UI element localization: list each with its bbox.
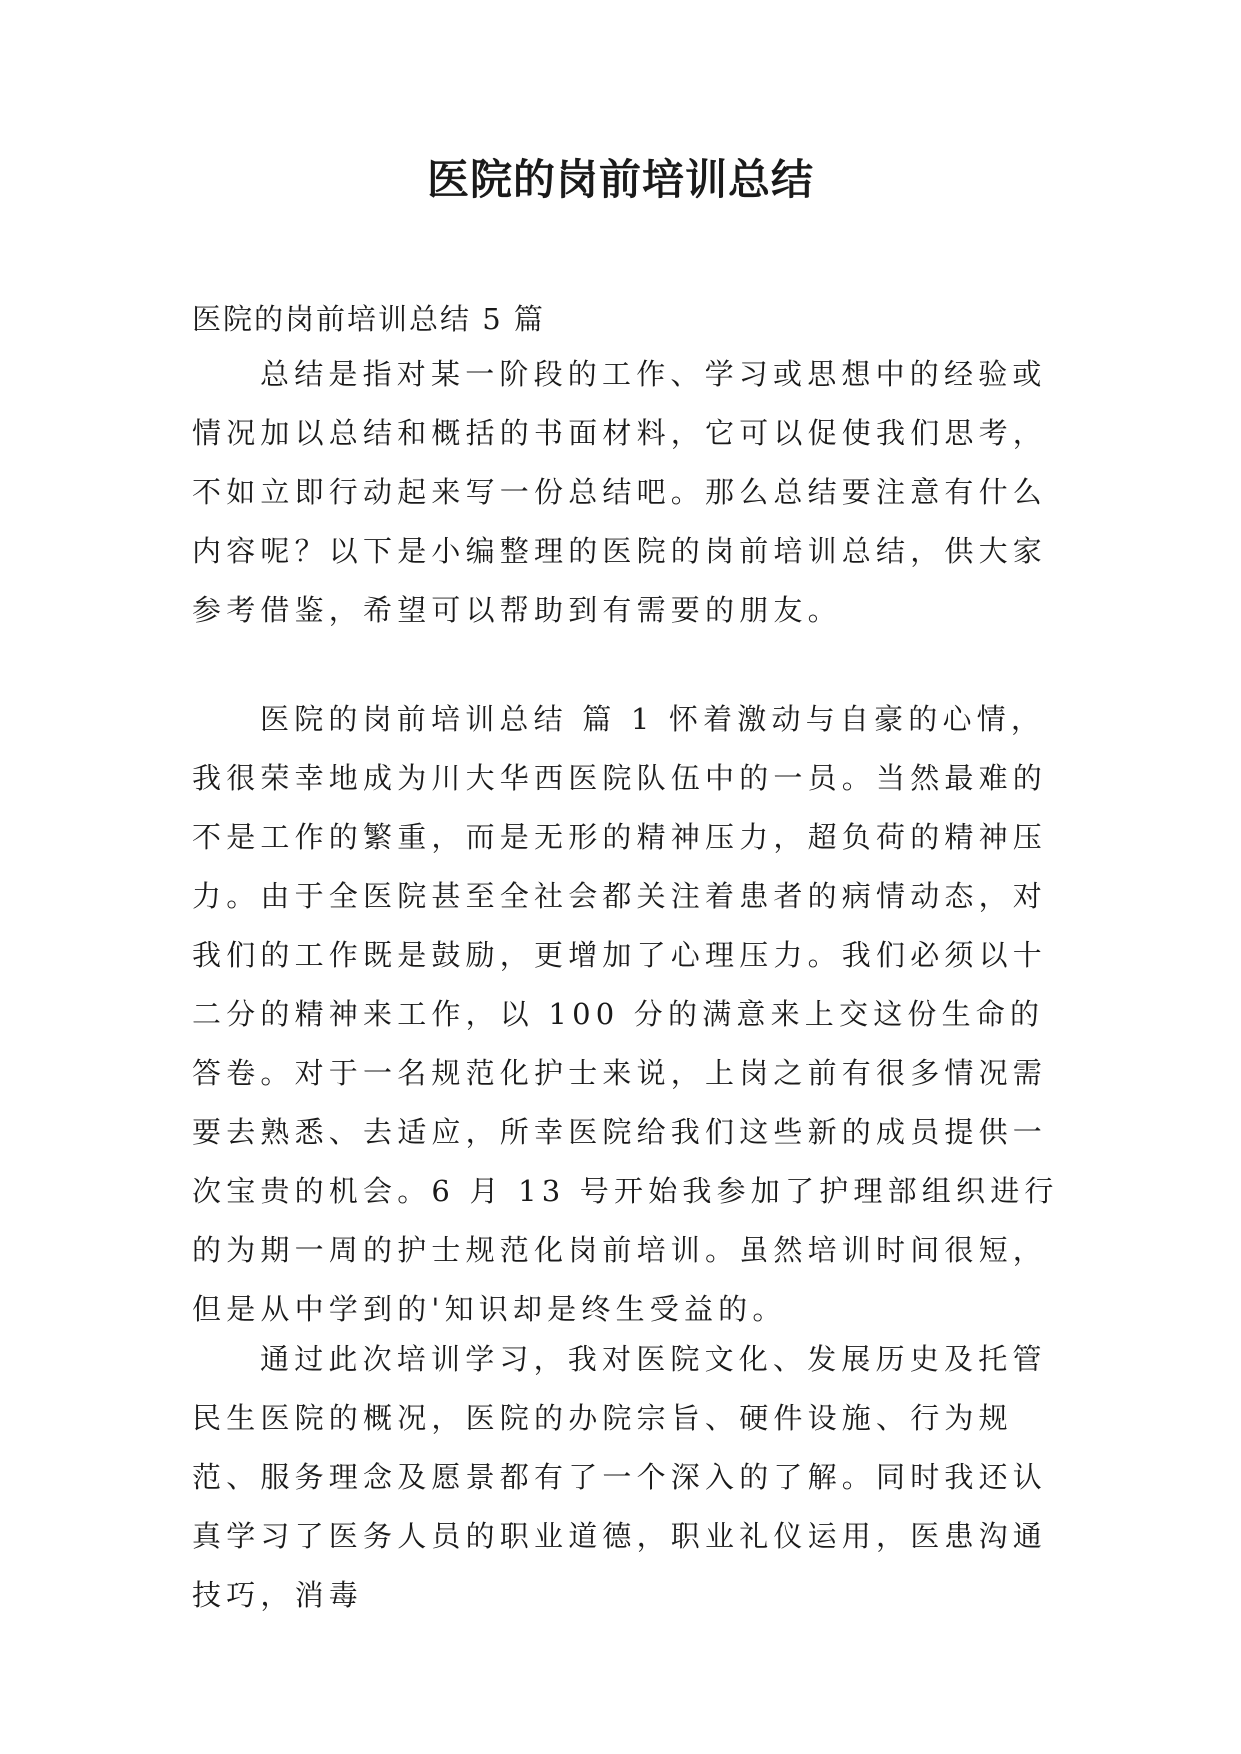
document-title: 医院的岗前培训总结 xyxy=(426,155,814,204)
paragraph-intro: 总结是指对某一阶段的工作、学习或思想中的经验或情况加以总结和概括的书面材料，它可以促使我们思考，不如立即行动起来写一份总结吧。那么总结要注意有什么内容呢？以下是小编整理的医院的岗前培训总结，供大家参考借鉴，希望可以帮助到有需要的朋友。 xyxy=(192,357,1048,627)
paragraph-part-1: 医院的岗前培训总结 篇 1 怀着激动与自豪的心情，我很荣幸地成为川大华西医院队伍中的一员。当然最难的不是工作的繁重，而是无形的精神压力，超负荷的精神压力。由于全医院甚至全社会都关注着患者的病情动态，对我们的工作既是鼓励，更增加了心理压力。我们必须以十二分的精神来工作，以 100 分的满意来上交这份生命的答卷。对于一名规范化护士来说，上岗之前有很多情况需要去熟悉、去适应，所幸医院给我们这些新的成员提供一次宝贵的机会。6 月 13 号开始我参加了护理部组织进行的为期一周的护士规范化岗前培训。虽然培训时间很短，但是从中学到的'知识却是终生受益的。 xyxy=(192,702,1059,1326)
document-subtitle: 医院的岗前培训总结 5 篇 xyxy=(192,302,545,336)
paragraph-training: 通过此次培训学习，我对医院文化、发展历史及托管民生医院的概况，医院的办院宗旨、硬件设施、行为规范、服务理念及愿景都有了一个深入的了解。同时我还认真学习了医务人员的职业道德，职业礼仪运用，医患沟通技巧，消毒 xyxy=(192,1342,1048,1612)
